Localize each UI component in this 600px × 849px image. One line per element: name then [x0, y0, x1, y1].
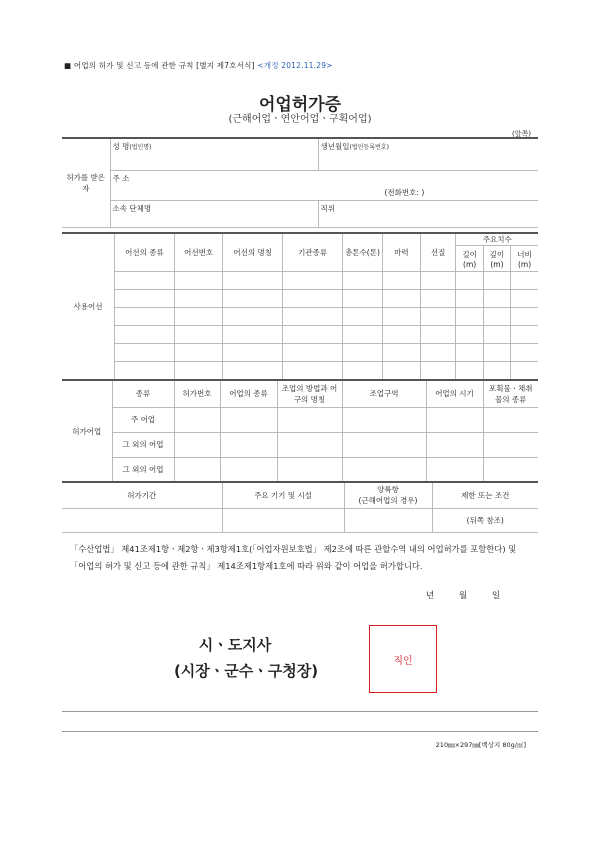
authority-line-1: 시ㆍ도지사 [198, 636, 272, 654]
fishery-cell[interactable] [174, 432, 220, 457]
authority-title [0, 634, 600, 655]
vessel-header-number: 어선번호 [174, 233, 222, 272]
vessel-header-length: 길이(m) [456, 246, 483, 272]
fishery-cell[interactable] [483, 432, 538, 457]
vessels-section-label [62, 233, 115, 380]
vessel-cell[interactable] [483, 290, 510, 308]
vessel-cell[interactable] [115, 344, 175, 362]
vessel-cell[interactable] [382, 308, 420, 326]
vessel-cell[interactable] [174, 290, 222, 308]
fishery-header-type: 어업의 종류 [220, 380, 277, 407]
vessel-cell[interactable] [223, 362, 283, 380]
front-side-label: (앞쪽) [512, 130, 531, 138]
vessel-cell[interactable] [456, 272, 483, 290]
fishery-cell[interactable] [174, 457, 220, 482]
vessel-cell[interactable] [456, 290, 483, 308]
fishery-cell[interactable] [426, 407, 483, 432]
fishery-section-text: 허가어업 [72, 426, 102, 436]
fishery-row [62, 407, 538, 432]
fishery-cell[interactable] [342, 407, 426, 432]
vessel-cell[interactable] [283, 308, 343, 326]
official-seal-box: 직인 [369, 625, 437, 693]
paper-spec: 210㎜×297㎜[백상지 80g/㎡] [435, 741, 526, 749]
fishery-header-permit: 허가번호 [174, 380, 220, 407]
fishery-table [62, 379, 538, 483]
fishery-row [62, 432, 538, 457]
fishery-header-method: 조업의 방법과 어구의 명칭 [277, 380, 342, 407]
fishery-cell[interactable] [277, 432, 342, 457]
vessel-row [62, 362, 538, 380]
vessel-cell[interactable] [115, 290, 175, 308]
vessel-cell[interactable] [174, 362, 222, 380]
vessel-cell[interactable] [420, 272, 456, 290]
restriction-value: (뒤쪽 참조) [432, 508, 538, 532]
vessel-header-name: 어선의 명칭 [223, 233, 283, 272]
vessel-cell[interactable] [511, 308, 538, 326]
vessel-cell[interactable] [382, 290, 420, 308]
landing-port-label: 양륙항 [377, 485, 399, 495]
vessel-cell[interactable] [483, 308, 510, 326]
group-label: 소속 단체명 [112, 203, 152, 213]
vessel-cell[interactable] [420, 362, 456, 380]
vessel-cell[interactable] [511, 344, 538, 362]
vessel-cell[interactable] [343, 326, 383, 344]
licensee-section-text: 허가를 받은 자 [66, 172, 106, 193]
vessel-cell[interactable] [456, 308, 483, 326]
name-field[interactable] [110, 138, 318, 170]
divider-line [62, 711, 538, 712]
vessel-cell[interactable] [382, 326, 420, 344]
form-ref-text: ■ 어업의 허가 및 신고 등에 관한 규칙 [별지 제7호서식] [64, 61, 255, 70]
vessel-cell[interactable] [223, 272, 283, 290]
fishery-row-label: 주 어업 [112, 407, 174, 432]
page-subtitle: (근해어업ㆍ연안어업ㆍ구획어업) [228, 114, 372, 125]
fishery-header-area: 조업구역 [342, 380, 426, 407]
position-field[interactable] [318, 200, 538, 227]
permit-terms-table [62, 481, 538, 533]
licensee-section-label [62, 138, 110, 227]
vessel-cell[interactable] [420, 308, 456, 326]
fishery-section-label [62, 380, 112, 482]
vessel-cell[interactable] [456, 344, 483, 362]
vessel-cell[interactable] [511, 290, 538, 308]
vessels-section-text: 사용어선 [73, 302, 103, 311]
vessel-cell[interactable] [483, 362, 510, 380]
fishery-cell[interactable] [220, 457, 277, 482]
fishery-cell[interactable] [342, 457, 426, 482]
birth-field[interactable] [318, 138, 538, 170]
vessel-cell[interactable] [283, 290, 343, 308]
fishery-cell[interactable] [220, 432, 277, 457]
vessel-header-dims: 주요치수 [456, 233, 538, 246]
restriction-header: 제한 또는 조건 [432, 482, 538, 508]
birth-note: (법인등록번호) [349, 144, 389, 151]
vessel-cell[interactable] [283, 344, 343, 362]
vessel-cell[interactable] [456, 326, 483, 344]
group-field[interactable] [110, 200, 318, 227]
permit-statement: 「수산업법」 제41조제1항ㆍ제2항ㆍ제3항제1호(「어업자원보호법」 제2조에 따른 관할수역 내의 어업허가를 포함한다) 및 「어업의 허가 및 신고 등에 관한 규칙」 제14조제1항제1호에 따라 위와 같이 어업을 허가합니다. [70, 544, 517, 571]
vessel-cell[interactable] [343, 308, 383, 326]
fishery-header-catch: 포획물ㆍ채취물의 종류 [483, 380, 538, 407]
fishery-cell[interactable] [342, 432, 426, 457]
position-label: 직위 [320, 203, 335, 213]
name-note: (법인명) [129, 144, 152, 151]
vessel-cell[interactable] [283, 362, 343, 380]
vessel-cell[interactable] [115, 272, 175, 290]
vessel-header-hp: 마력 [382, 233, 420, 272]
vessel-cell[interactable] [382, 272, 420, 290]
vessel-cell[interactable] [483, 326, 510, 344]
vessel-header-width: 너비(m) [511, 246, 538, 272]
vessel-header-depth: 깊이(m) [483, 246, 510, 272]
vessel-cell[interactable] [283, 272, 343, 290]
vessel-cell[interactable] [343, 290, 383, 308]
vessel-cell[interactable] [223, 308, 283, 326]
vessel-cell[interactable] [420, 290, 456, 308]
facilities-header: 주요 기기 및 시설 [222, 482, 344, 508]
period-value[interactable] [62, 508, 222, 532]
fishery-cell[interactable] [426, 457, 483, 482]
fishery-row-label: 그 외의 어업 [112, 432, 174, 457]
fishery-header-kind: 종류 [112, 380, 174, 407]
fishery-cell[interactable] [277, 457, 342, 482]
fishery-cell[interactable] [220, 407, 277, 432]
vessel-cell[interactable] [511, 272, 538, 290]
vessel-cell[interactable] [283, 326, 343, 344]
address-field[interactable] [110, 170, 538, 200]
vessel-cell[interactable] [174, 344, 222, 362]
vessels-table [62, 232, 538, 380]
vessel-cell[interactable] [483, 344, 510, 362]
form-reference [64, 60, 333, 71]
vessel-header-engine: 기관종류 [283, 233, 343, 272]
vessel-cell[interactable] [174, 326, 222, 344]
vessel-cell[interactable] [382, 344, 420, 362]
fishery-cell[interactable] [483, 457, 538, 482]
vessel-cell[interactable] [343, 344, 383, 362]
vessel-cell[interactable] [115, 362, 175, 380]
vessel-cell[interactable] [456, 362, 483, 380]
vessel-row [62, 290, 538, 308]
name-label: 성 명 [112, 142, 130, 151]
landing-port-header [344, 482, 432, 508]
vessel-cell[interactable] [115, 308, 175, 326]
facilities-value[interactable] [222, 508, 344, 532]
vessel-cell[interactable] [483, 272, 510, 290]
vessel-header-type: 어선의 종류 [115, 233, 175, 272]
period-header: 허가기간 [62, 482, 222, 508]
vessel-row [62, 272, 538, 290]
fishery-row [62, 457, 538, 482]
authority-line-2: (시장ㆍ군수ㆍ구청장) [173, 662, 319, 680]
vessel-cell[interactable] [223, 344, 283, 362]
divider-line [62, 731, 538, 732]
phone-label: (전화번호: ) [384, 187, 425, 197]
address-label: 주 소 [112, 173, 130, 183]
licensee-table [62, 137, 538, 228]
issue-date: 년 월 일 [426, 591, 501, 601]
vessel-cell[interactable] [223, 290, 283, 308]
vessel-cell[interactable] [174, 272, 222, 290]
vessel-cell[interactable] [343, 362, 383, 380]
vessel-header-hull: 선질 [420, 233, 456, 272]
vessel-cell[interactable] [223, 326, 283, 344]
authority-subtitle [0, 660, 600, 681]
fishery-cell[interactable] [277, 407, 342, 432]
vessel-cell[interactable] [420, 326, 456, 344]
fishery-cell[interactable] [426, 432, 483, 457]
fishery-cell[interactable] [483, 407, 538, 432]
fishery-cell[interactable] [174, 407, 220, 432]
vessel-cell[interactable] [511, 362, 538, 380]
vessel-row [62, 326, 538, 344]
fishery-header-season: 어업의 시기 [426, 380, 483, 407]
landing-port-value[interactable] [344, 508, 432, 532]
vessel-cell[interactable] [115, 326, 175, 344]
vessel-row [62, 308, 538, 326]
page-title: 어업허가증 [258, 95, 342, 115]
vessel-cell[interactable] [174, 308, 222, 326]
vessel-row [62, 344, 538, 362]
birth-label: 생년월일 [320, 142, 350, 151]
fishery-row-label: 그 외의 어업 [112, 457, 174, 482]
vessel-cell[interactable] [420, 344, 456, 362]
landing-port-note: (근해어업의 경우) [358, 496, 418, 506]
vessel-header-tonnage: 총톤수(톤) [343, 233, 383, 272]
vessel-cell[interactable] [343, 272, 383, 290]
revision-date: <개정 2012.11.29> [257, 61, 333, 70]
vessel-cell[interactable] [382, 362, 420, 380]
vessel-cell[interactable] [511, 326, 538, 344]
